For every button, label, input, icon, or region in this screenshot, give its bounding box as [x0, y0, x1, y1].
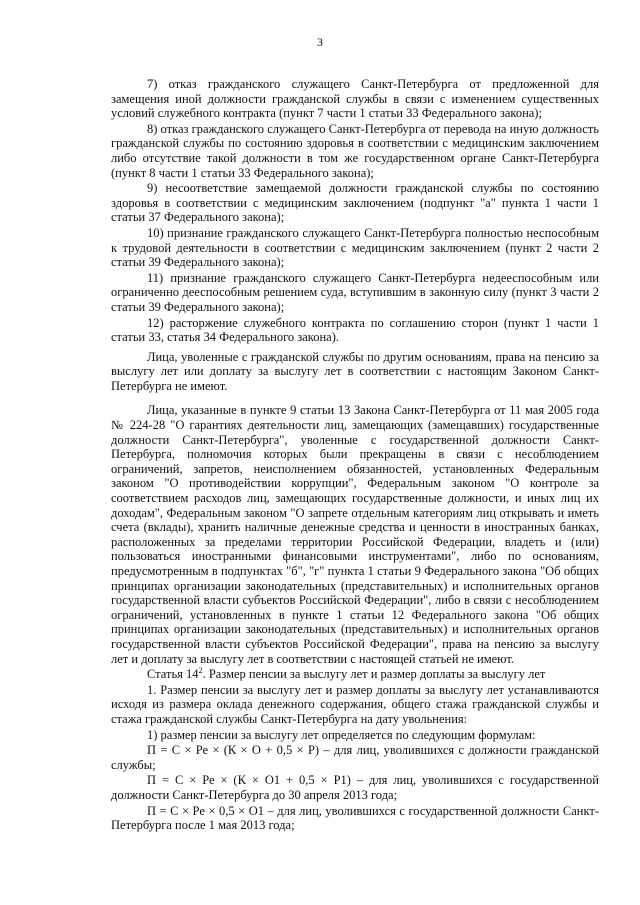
paragraph: 1. Размер пенсии за выслугу лет и размер доплаты за выслугу лет устанавливаются исходя из размера оклада денежного содержания, общего стажа гражданской службы и стажа гражданской службы Санкт-Петербурга на дату увольнения:	[111, 682, 599, 726]
paragraph: 10) признание гражданского служащего Санкт-Петербурга полностью неспособным к трудовой деятельности в соответствии с медицинским заключением (пункт 2 части 2 статьи 39 Федерального закона);	[111, 225, 599, 270]
paragraph: Лица, уволенные с гражданской службы по другим основаниям, права на пенсию за выслугу лет или доплату за выслугу лет в соответствии с настоящим Законом Санкт-Петербурга не имеют.	[111, 349, 599, 393]
paragraph: 8) отказ гражданского служащего Санкт-Петербурга от перевода на иную должность гражданской службы по состоянию здоровья в соответствии с медицинским заключением либо отсутствие такой должности в том же государственном органе Санкт-Петербурга (пункт 8 части 1 статьи 33 Федерального закона);	[111, 121, 599, 180]
formula-paragraph: П = С × Ре × (К × О + 0,5 × Р) – для лиц, уволившихся с должности гражданской службы;	[111, 743, 599, 772]
paragraph: 7) отказ гражданского служащего Санкт-Петербурга от предложенной для замещения иной должности гражданской службы в связи с изменением существенных условий служебного контракта (пункт 7 части 1 статьи 33 Федерального закона);	[111, 77, 599, 121]
paragraph: 9) несоответствие замещаемой должности гражданской службы по состоянию здоровья в соответствии с медицинским заключением (подпункт "а" пункта 1 части 1 статьи 37 Федерального закона);	[111, 181, 599, 225]
paragraph: 1) размер пенсии за выслугу лет определяется по следующим формулам:	[147, 727, 536, 742]
article-heading	[111, 667, 599, 682]
paragraph: 12) расторжение служебного контракта по соглашению сторон (пункт 1 части 1 статьи 33, статья 34 Федерального закона).	[111, 315, 599, 345]
page-number: 3	[317, 37, 323, 49]
article-superscript: 2	[198, 666, 203, 676]
article-prefix: Статья 14	[147, 667, 199, 682]
article-title: . Размер пенсии за выслугу лет и размер доплаты за выслугу лет	[202, 667, 546, 682]
paragraph: Лица, указанные в пункте 9 статьи 13 Закона Санкт-Петербурга от 11 мая 2005 года № 224-28 "О гарантиях деятельности лиц, замещающих (замещавших) государственные должности Санкт-Петербурга", уволенные с государственной должности Санкт-Петербурга, полномочия которых были прекращены в связи с несоблюдением ограничений, запретов, неисполнением обязанностей, установленных Федеральным законом "О противодействии коррупции", Федеральным законом "О контроле за соответствием расходов лиц, замещающих государственные должности, и иных лиц их доходам", Федеральным законом "О запрете отдельным категориям лиц открывать и иметь счета (вклады), хранить наличные денежные средства и ценности в иностранных банках, расположенных за пределами территории Российской Федерации, владеть и (или) пользоваться иностранными финансовыми инструментами", либо по основаниям, предусмотренным в подпунктах "б", "г" пункта 1 статьи 9 Федерального закона "Об общих принципах организации законодательных (представительных) и исполнительных органов государственной власти субъектов Российской Федерации", либо в связи с несоблюдением ограничений, установленных в пункте 1 статьи 12 Федерального закона "Об общих принципах организации законодательных (представительных) и исполнительных органов государственной власти субъектов Российской Федерации", права на пенсию за выслугу лет и доплату за выслугу лет в соответствии с настоящей статьей не имеют.	[111, 403, 599, 666]
document-body	[111, 77, 599, 833]
paragraph: 11) признание гражданского служащего Санкт-Петербурга недееспособным или ограниченно дееспособным решением суда, вступившим в законную силу (пункт 3 части 2 статьи 39 Федерального закона);	[111, 270, 599, 314]
formula-paragraph: П = С × Ре × 0,5 × О1 – для лиц, уволившихся с государственной должности Санкт-Петербурга после 1 мая 2013 года;	[111, 803, 599, 833]
formula-paragraph: П = С × Ре × (К × О1 + 0,5 × Р1) – для лиц, уволившихся с государственной должности Санкт-Петербурга до 30 апреля 2013 года;	[111, 773, 599, 802]
